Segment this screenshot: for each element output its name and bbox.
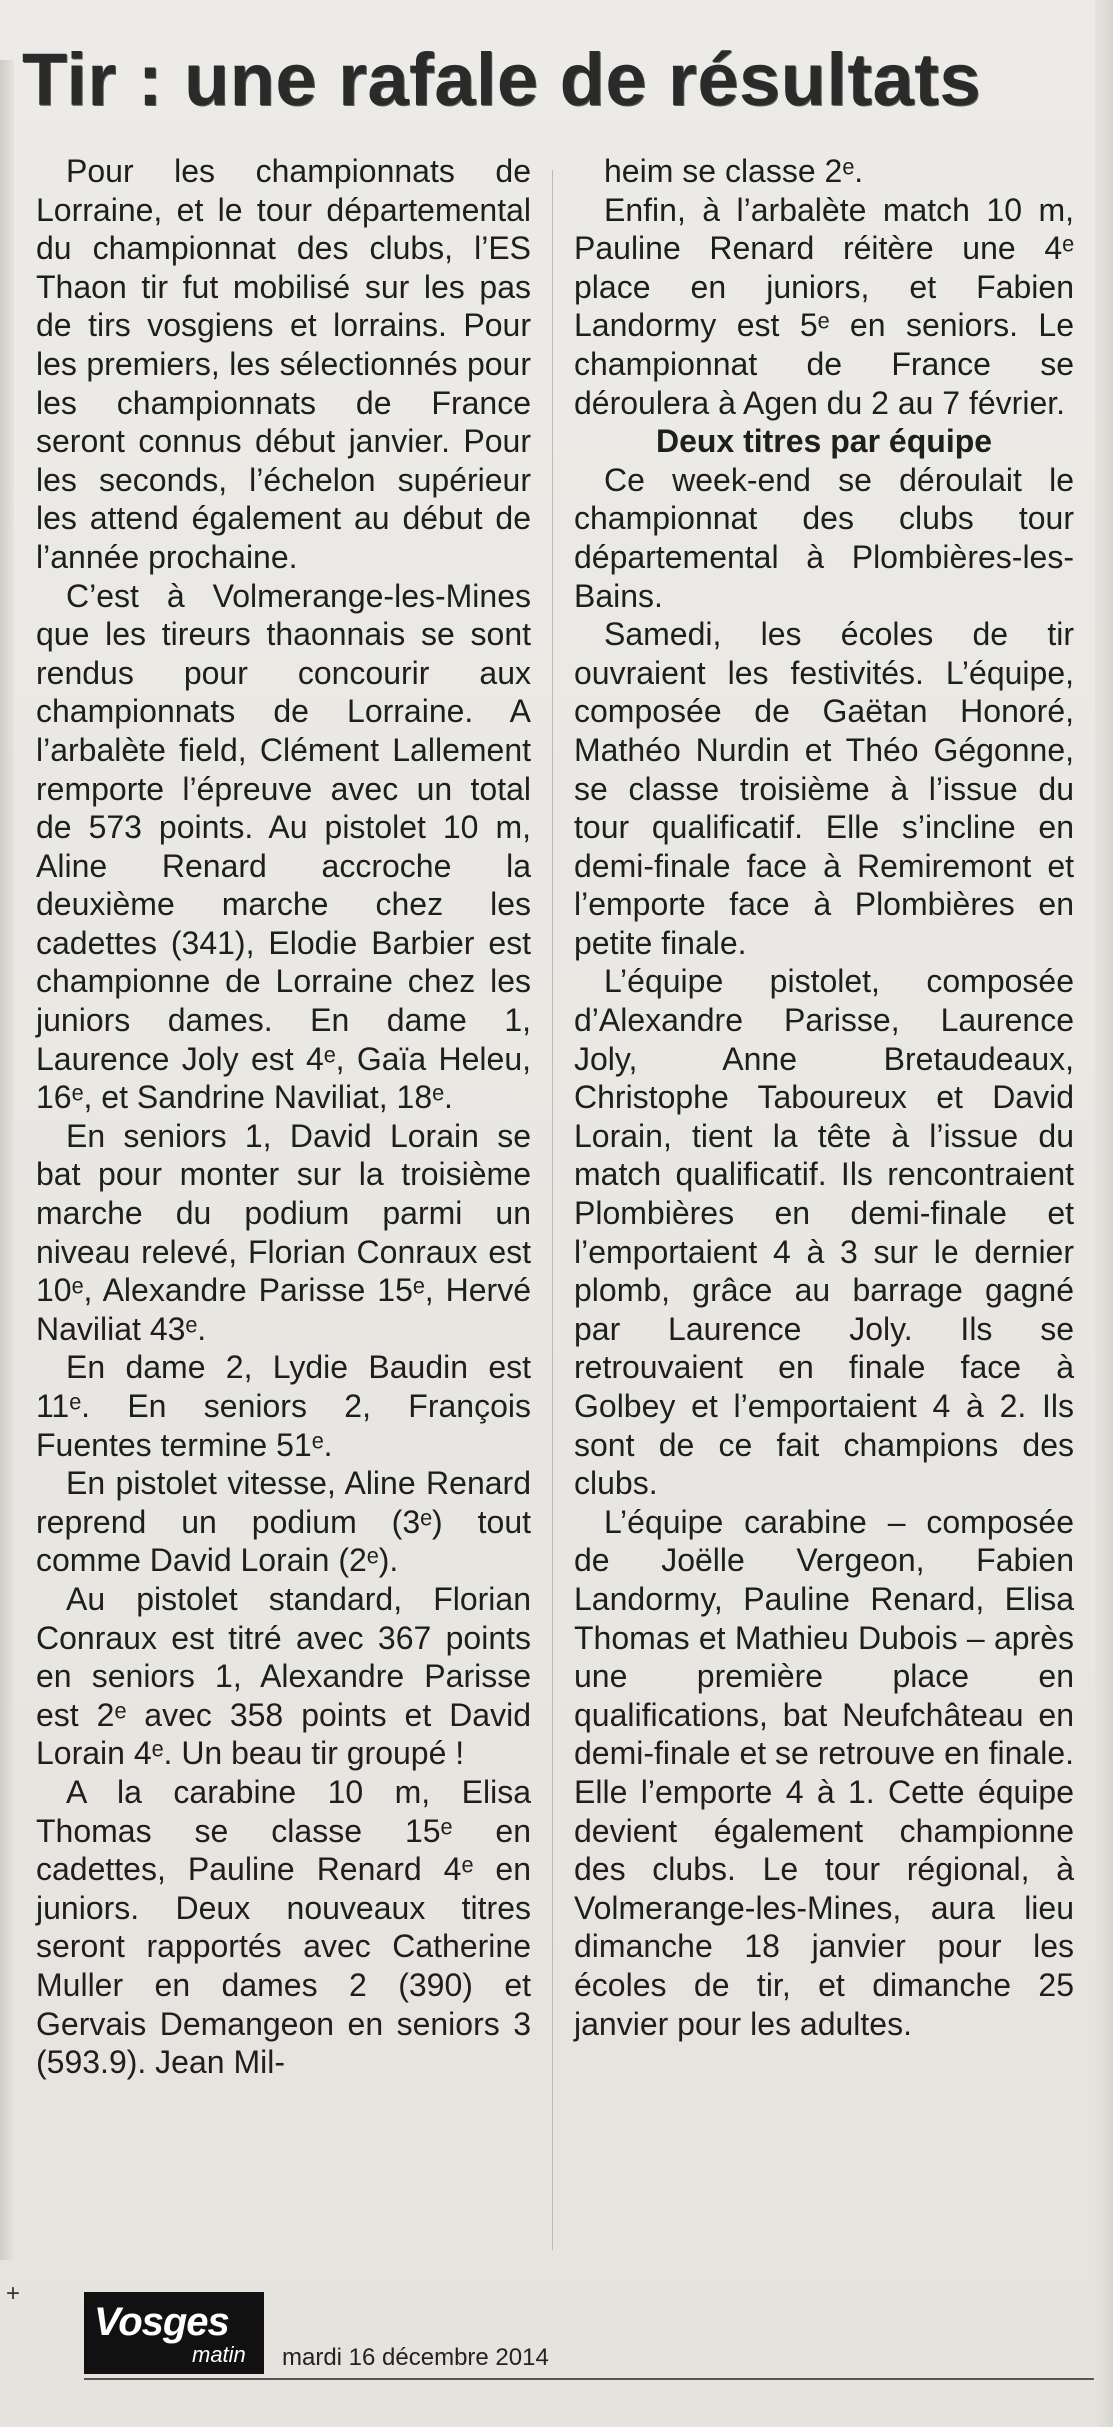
margin-mark: + — [6, 2280, 21, 2307]
paragraph: A la carabine 10 m, Elisa Thomas se classe 15ᵉ en cadettes, Pauline Renard 4ᵉ en juniors. Deux nouveaux titres seront rapportés avec Catherine Muller en dames 2 (390) et Gervais Demangeon en seniors 3 (593.9). Jean Mil- — [36, 1773, 531, 2081]
page-edge-right — [1095, 0, 1113, 2427]
paragraph: Samedi, les écoles de tir ouvraient les festivités. L’équipe, composée de Gaëtan Honoré, Mathéo Nurdin et Théo Gégonne, se classe troisième à l’issue du tour qualificatif. Elle s’incline en demi-finale face à Remiremont et l’emporte face à Plombières en petite finale. — [574, 616, 1074, 961]
publication-date: mardi 16 décembre 2014 — [282, 2344, 549, 2371]
logo-main-text: Vosges — [94, 2300, 229, 2344]
left-column — [36, 152, 531, 2082]
article-headline: Tir : une rafale de résultats — [22, 38, 982, 121]
paragraph: En seniors 1, David Lorain se bat pour monter sur la troisième marche du podium parmi un niveau relevé, Florian Conraux est 10ᵉ, Alexandre Parisse 15ᵉ, Hervé Naviliat 43ᵉ. — [36, 1117, 531, 1347]
paragraph: En pistolet vitesse, Aline Renard reprend un podium (3ᵉ) tout comme David Lorain (2ᵉ). — [36, 1465, 531, 1579]
page-edge-shadow — [0, 60, 14, 2260]
paragraph: Ce week-end se déroulait le championnat des clubs tour départemental à Plombières-les-Bains. — [574, 461, 1074, 614]
paragraph: En dame 2, Lydie Baudin est 11ᵉ. En seniors 2, François Fuentes termine 51ᵉ. — [36, 1349, 531, 1463]
footer-rule — [84, 2378, 1094, 2380]
publication-logo — [84, 2292, 264, 2374]
paragraph: heim se classe 2ᵉ. — [604, 153, 864, 189]
paragraph: Au pistolet standard, Florian Conraux est titré avec 367 points en seniors 1, Alexandre Parisse est 2ᵉ avec 358 points et David Lorain 4ᵉ. Un beau tir groupé ! — [36, 1580, 531, 1772]
section-subhead: Deux titres par équipe — [655, 423, 993, 460]
paragraph: Pour les championnats de Lorraine, et le tour départemental du championnat des clubs, l’ES Thaon tir fut mobilisé sur les pas de tirs vosgiens et lorrains. Pour les premiers, les sélectionnés pour les championnats de France seront connus début janvier. Pour les seconds, l’échelon supérieur les attend également au début de l’année prochaine. — [36, 153, 531, 575]
paragraph: Enfin, à l’arbalète match 10 m, Pauline Renard réitère une 4ᵉ place en juniors, et Fabien Landormy est 5ᵉ en seniors. Le championnat de France se déroulera à Agen du 2 au 7 février. — [574, 191, 1074, 421]
paragraph: C’est à Volmerange-les-Mines que les tireurs thaonnais se sont rendus pour concourir aux championnats de Lorraine. A l’arbalète field, Clément Lallement remporte l’épreuve avec un total de 573 points. Au pistolet 10 m, Aline Renard accroche la deuxième marche chez les cadettes (341), Elodie Barbier est championne de Lorraine chez les juniors dames. En dame 1, Laurence Joly est 4ᵉ, Gaïa Heleu, 16ᵉ, et Sandrine Naviliat, 18ᵉ. — [36, 577, 531, 1116]
column-divider — [552, 170, 553, 2250]
paragraph: L’équipe carabine – composée de Joëlle Vergeon, Fabien Landormy, Pauline Renard, Elisa Thomas et Mathieu Dubois – après une première place en qualifications, bat Neufchâteau en demi-finale et se retrouve en finale. Elle l’emporte 4 à 1. Cette équipe devient également championne des clubs. Le tour régional, à Volmerange-les-Mines, aura lieu dimanche 18 janvier pour les écoles de tir, et dimanche 25 janvier pour les adultes. — [574, 1503, 1074, 2042]
logo-sub-text: matin — [192, 2342, 246, 2367]
right-column — [574, 152, 1074, 2043]
paragraph: L’équipe pistolet, composée d’Alexandre Parisse, Laurence Joly, Anne Bretaudeaux, Christophe Taboureux et David Lorain, tient la tête à l’issue du match qualificatif. Ils rencontraient Plombières en demi-finale et l’emportaient 4 à 3 sur le dernier plomb, grâce au barrage gagné par Laurence Joly. Ils se retrouvaient en finale face à Golbey et l’emportaient 4 à 2. Ils sont de ce fait champions des clubs. — [574, 963, 1074, 1502]
